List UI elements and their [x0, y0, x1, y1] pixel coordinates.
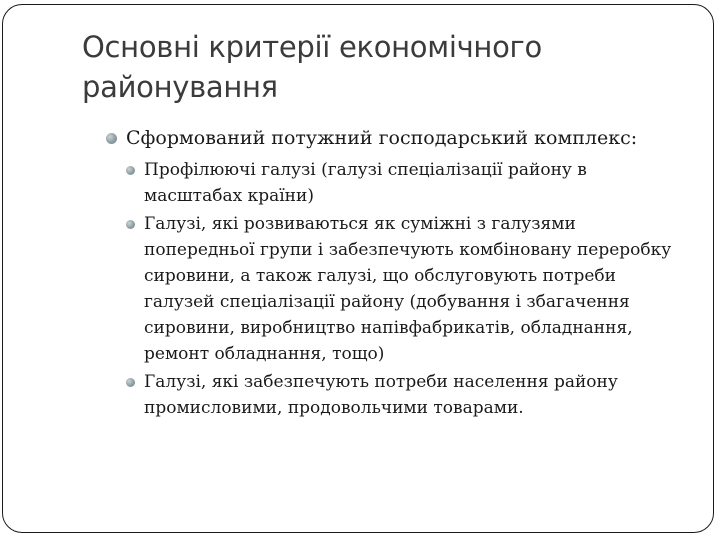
sub-bullet-text: Галузі, які розвиваються як суміжні з галузями попередньої групи і забезпечують комбіновану переробку сировини, а також галузі, що обслуговують потреби галузей спеціалізації району (добування і збагачення сировини, виробництво напівфабрикатів, обладнання, ремонт обладнання, тощо): [144, 214, 672, 364]
bullet-icon: [126, 220, 135, 229]
slide-frame: [2, 4, 714, 533]
bullet-icon: [126, 378, 135, 387]
bullet-list: [106, 125, 686, 421]
bullet-icon: [106, 133, 117, 144]
sub-bullet-item: [126, 211, 686, 367]
sub-bullet-item: [126, 157, 686, 209]
main-bullet-item: [106, 125, 686, 421]
sub-bullet-item: [126, 369, 686, 421]
sub-bullet-text: Галузі, які забезпечують потреби населення району промисловими, продовольчими товарами.: [144, 372, 618, 418]
slide-title: Основні критерії економічного районування: [82, 30, 542, 104]
bullet-icon: [126, 166, 135, 175]
main-bullet-text: Сформований потужний господарський комплекс:: [126, 127, 638, 149]
sub-bullet-list: [126, 157, 686, 421]
sub-bullet-text: Профілюючі галузі (галузі спеціалізації району в масштабах країни): [144, 160, 587, 206]
